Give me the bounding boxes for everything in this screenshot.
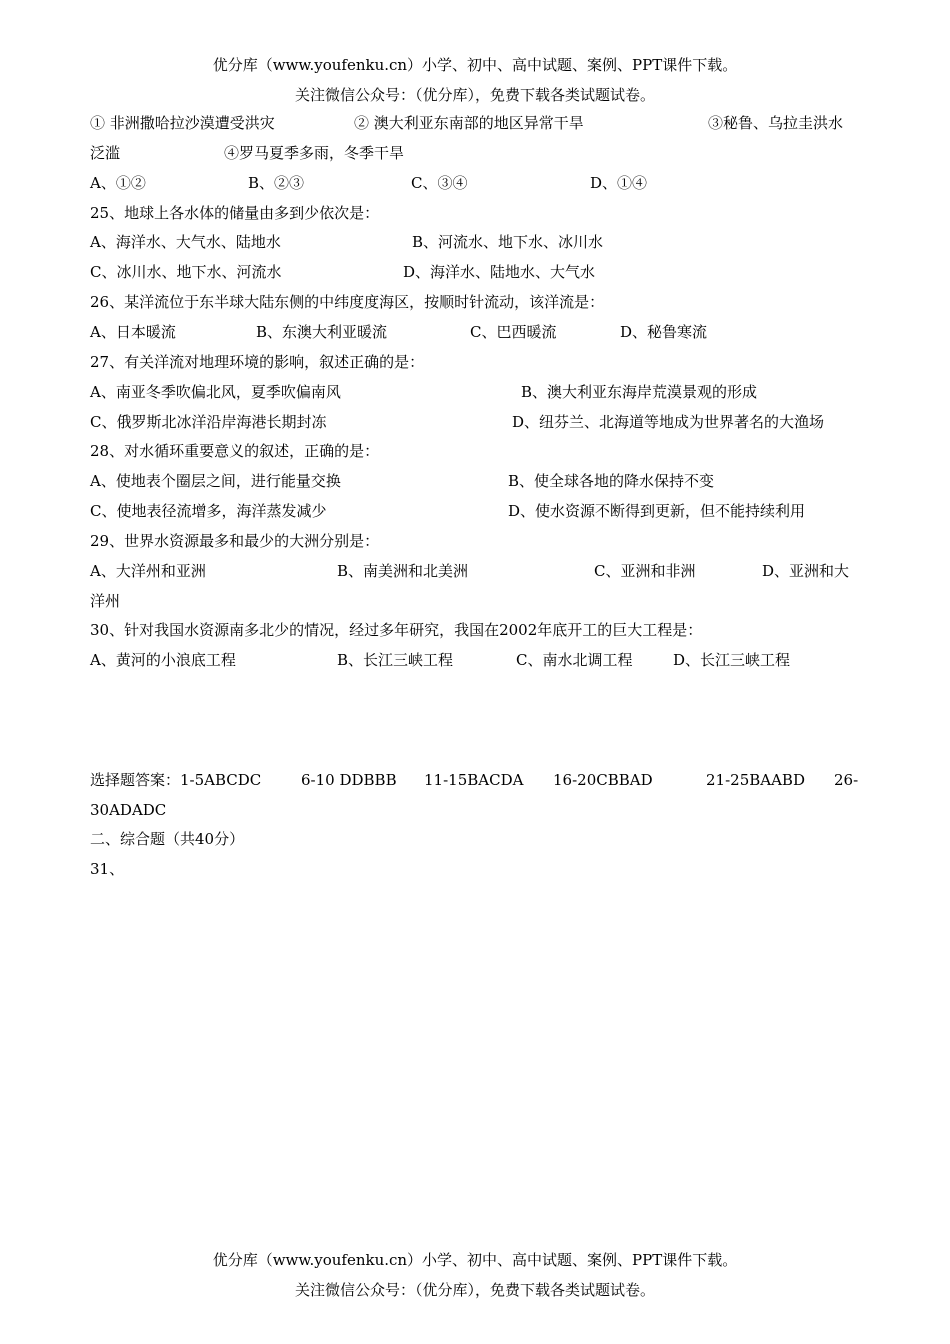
q28-answers-row-2 (90, 500, 862, 522)
q24-option-4: ④罗马夏季多雨，冬季干旱 (224, 144, 405, 162)
q26-answer-a: A、日本暖流 (90, 323, 176, 341)
q24-option-1: ① 非洲撒哈拉沙漠遭受洪灾 (90, 114, 275, 132)
q24-answer-a: A、①② (90, 174, 146, 192)
q24-answer-b: B、②③ (248, 174, 305, 192)
footer-line-2: 关注微信公众号：（优分库），免费下载各类试题试卷。 (294, 1281, 655, 1299)
answer-key-group-4: 16-20CBBAD (553, 771, 653, 789)
q25-answers-row-1 (90, 231, 862, 253)
footer-line-1: 优分库（www.youfenku.cn）小学、初中、高中试题、案例、PPT课件下载。 (212, 1251, 738, 1269)
answer-key-group-3: 11-15BACDA (424, 771, 524, 789)
q25-stem: 25、地球上各水体的储量由多到少依次是： (90, 204, 380, 222)
q26-answer-b: B、东澳大利亚暖流 (256, 323, 388, 341)
q24-answer-d: D、①④ (590, 174, 648, 192)
q25-answers-row-2 (90, 261, 862, 283)
q25-answer-d: D、海洋水、陆地水、大气水 (403, 263, 596, 281)
q28-answer-c: C、使地表径流增多，海洋蒸发减少 (90, 502, 327, 520)
q26-answer-c: C、巴西暖流 (470, 323, 557, 341)
q28-answer-d: D、使水资源不断得到更新，但不能持续利用 (508, 502, 806, 520)
q27-answer-a: A、南亚冬季吹偏北风，夏季吹偏南风 (90, 383, 341, 401)
q27-answers-row-2 (90, 411, 862, 433)
q24-options-row-1 (90, 112, 862, 134)
q28-answer-a: A、使地表个圈层之间，进行能量交换 (90, 472, 341, 490)
q26-answers (90, 321, 862, 343)
q30-stem: 30、针对我国水资源南多北少的情况，经过多年研究，我国在2002年底开工的巨大工程是： (90, 621, 703, 639)
q30-answers (90, 649, 862, 671)
answer-key-group-6: 26- (834, 771, 859, 789)
q27-answer-c: C、俄罗斯北冰洋沿岸海港长期封冻 (90, 413, 327, 431)
q25-answer-b: B、河流水、地下水、冰川水 (412, 233, 604, 251)
q24-options-row-2 (90, 142, 862, 164)
q27-answers-row-1 (90, 381, 862, 403)
q29-answer-d-wrap: 洋州 (90, 592, 121, 610)
q30-answer-d: D、长江三峡工程 (673, 651, 791, 669)
q29-answer-b: B、南美洲和北美洲 (337, 562, 469, 580)
q24-answer-c: C、③④ (411, 174, 468, 192)
q30-answer-b: B、长江三峡工程 (337, 651, 454, 669)
answer-key-group-2: 6-10 DDBBB (301, 771, 397, 789)
answer-key (90, 769, 862, 791)
q29-answer-d: D、亚洲和大 (762, 562, 850, 580)
header-line-1: 优分库（www.youfenku.cn）小学、初中、高中试题、案例、PPT课件下载。 (212, 56, 738, 74)
q27-stem: 27、有关洋流对地理环境的影响，叙述正确的是： (90, 353, 425, 371)
q29-stem: 29、世界水资源最多和最少的大洲分别是： (90, 532, 380, 550)
q27-answer-b: B、澳大利亚东海岸荒漠景观的形成 (521, 383, 758, 401)
q26-answer-d: D、秘鲁寒流 (620, 323, 708, 341)
q29-answer-a: A、大洋州和亚洲 (90, 562, 206, 580)
q28-stem: 28、对水循环重要意义的叙述，正确的是： (90, 442, 380, 460)
section-2-heading: 二、综合题（共40分） (90, 830, 245, 848)
q24-option-2: ② 澳大利亚东南部的地区异常干旱 (354, 114, 584, 132)
q30-answer-a: A、黄河的小浪底工程 (90, 651, 236, 669)
q24-option-3: ③秘鲁、乌拉圭洪水 (708, 114, 844, 132)
q25-answer-a: A、海洋水、大气水、陆地水 (90, 233, 281, 251)
header-line-2: 关注微信公众号：（优分库），免费下载各类试题试卷。 (294, 86, 655, 104)
answer-key-wrap: 30ADADC (90, 801, 167, 819)
q31-label: 31、 (90, 860, 125, 878)
q28-answers-row-1 (90, 470, 862, 492)
q24-option-3-wrap: 泛滥 (90, 144, 121, 162)
q26-stem: 26、某洋流位于东半球大陆东侧的中纬度度海区，按顺时针流动，该洋流是： (90, 293, 605, 311)
q24-answers (90, 172, 862, 194)
q28-answer-b: B、使全球各地的降水保持不变 (508, 472, 715, 490)
answer-key-label: 选择题答案：1-5ABCDC (90, 771, 262, 789)
q30-answer-c: C、南水北调工程 (516, 651, 633, 669)
q25-answer-c: C、冰川水、地下水、河流水 (90, 263, 282, 281)
q27-answer-d: D、纽芬兰、北海道等地成为世界著名的大渔场 (512, 413, 825, 431)
answer-key-group-5: 21-25BAABD (706, 771, 805, 789)
q29-answers (90, 560, 862, 582)
q29-answer-c: C、亚洲和非洲 (594, 562, 696, 580)
